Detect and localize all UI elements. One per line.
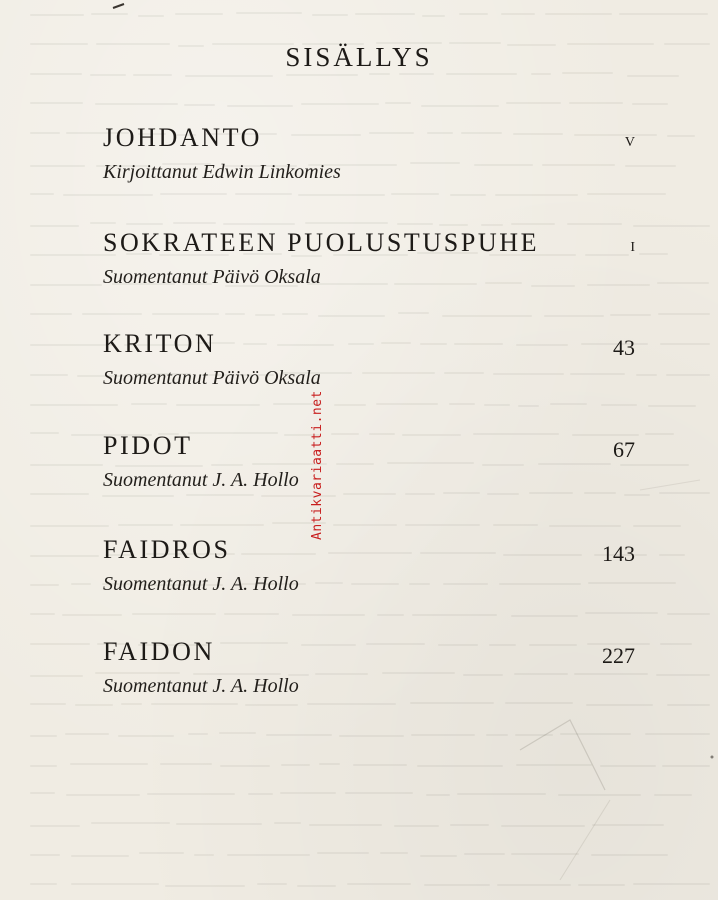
show-through-line bbox=[91, 822, 170, 824]
show-through-line bbox=[657, 282, 709, 284]
show-through-line bbox=[131, 403, 167, 405]
show-through-line bbox=[30, 792, 55, 794]
show-through-line bbox=[30, 584, 59, 586]
show-through-line bbox=[176, 404, 259, 406]
show-through-line bbox=[245, 704, 298, 706]
show-through-line bbox=[184, 104, 215, 106]
toc-entry-page: i bbox=[630, 234, 635, 256]
show-through-line bbox=[624, 494, 651, 496]
show-through-line bbox=[90, 74, 127, 76]
show-through-line bbox=[255, 314, 275, 316]
show-through-line bbox=[176, 823, 262, 825]
show-through-line bbox=[30, 643, 90, 645]
show-through-line bbox=[30, 703, 66, 705]
show-through-line bbox=[30, 73, 82, 75]
show-through-line bbox=[487, 493, 519, 495]
show-through-line bbox=[30, 432, 59, 434]
show-through-line bbox=[658, 313, 710, 315]
show-through-line bbox=[464, 853, 505, 855]
show-through-line bbox=[30, 613, 55, 615]
show-through-line bbox=[639, 253, 668, 255]
show-through-line bbox=[30, 735, 57, 737]
show-through-line bbox=[632, 103, 668, 105]
show-through-line bbox=[586, 704, 654, 706]
show-through-line bbox=[301, 103, 379, 105]
show-through-line bbox=[449, 403, 475, 405]
toc-entry-heading: KRITON bbox=[103, 329, 217, 358]
show-through-line bbox=[369, 73, 391, 75]
page-title: SISÄLLYS bbox=[285, 42, 433, 72]
toc-entry-heading: FAIDROS bbox=[103, 535, 231, 564]
show-through-line bbox=[484, 404, 510, 406]
show-through-line bbox=[30, 313, 72, 315]
show-through-line bbox=[645, 733, 710, 735]
show-through-line bbox=[380, 852, 407, 854]
show-through-line bbox=[501, 13, 534, 15]
show-through-line bbox=[30, 675, 83, 677]
show-through-line bbox=[307, 703, 396, 705]
show-through-line bbox=[126, 223, 164, 225]
show-through-line bbox=[585, 612, 658, 614]
show-through-line bbox=[515, 734, 553, 736]
show-through-line bbox=[30, 14, 84, 16]
show-through-line bbox=[377, 614, 404, 616]
show-through-line bbox=[139, 852, 185, 854]
show-through-line bbox=[235, 193, 292, 195]
show-through-line bbox=[152, 313, 218, 315]
show-through-line bbox=[486, 734, 508, 736]
toc-entry-johdanto bbox=[103, 123, 643, 185]
show-through-line bbox=[421, 105, 499, 107]
show-through-line bbox=[397, 223, 433, 225]
show-through-line bbox=[227, 854, 310, 856]
show-through-line bbox=[318, 315, 385, 317]
show-through-line bbox=[165, 885, 245, 887]
toc-entry-heading: FAIDON bbox=[103, 637, 215, 666]
show-through-line bbox=[619, 13, 708, 15]
show-through-line bbox=[662, 765, 710, 767]
show-through-line bbox=[71, 883, 160, 885]
show-through-line bbox=[446, 73, 518, 75]
toc-entry-credit: Kirjoittanut Edwin Linkomies bbox=[103, 161, 341, 183]
show-through-line bbox=[587, 193, 665, 195]
show-through-line bbox=[567, 223, 621, 225]
show-through-line bbox=[173, 222, 216, 224]
show-through-line bbox=[188, 733, 209, 735]
show-through-line bbox=[90, 222, 116, 224]
show-through-line bbox=[160, 763, 212, 765]
show-through-line bbox=[417, 765, 502, 767]
show-through-line bbox=[569, 102, 623, 104]
show-through-line bbox=[660, 643, 692, 645]
show-through-line bbox=[30, 825, 80, 827]
toc-entry-faidros bbox=[103, 535, 643, 597]
show-through-line bbox=[633, 525, 681, 527]
show-through-line bbox=[118, 524, 173, 526]
show-through-line bbox=[219, 732, 256, 734]
show-through-line bbox=[66, 794, 140, 796]
show-through-line bbox=[481, 224, 503, 226]
show-through-line bbox=[439, 224, 468, 226]
show-through-line bbox=[531, 73, 551, 75]
show-through-line bbox=[292, 614, 365, 616]
show-through-line bbox=[227, 105, 293, 107]
show-through-line bbox=[248, 793, 273, 795]
toc-entry-credit: Suomentanut Päivö Oksala bbox=[103, 367, 321, 389]
toc-entry-credit: Suomentanut Päivö Oksala bbox=[103, 266, 321, 288]
show-through-line bbox=[667, 135, 695, 137]
toc-entry-puolustuspuhe bbox=[103, 228, 643, 290]
show-through-line bbox=[345, 792, 414, 794]
show-through-line bbox=[667, 613, 710, 615]
watermark-text: Antikvariaatti.net bbox=[310, 390, 325, 540]
show-through-line bbox=[282, 313, 308, 315]
show-through-line bbox=[118, 735, 174, 737]
show-through-line bbox=[518, 405, 538, 407]
show-through-line bbox=[659, 492, 710, 494]
show-through-line bbox=[75, 704, 113, 706]
toc-entry-page: 143 bbox=[602, 541, 635, 566]
show-through-line bbox=[648, 405, 696, 407]
toc-entry-credit: Suomentanut J. A. Hollo bbox=[103, 675, 299, 697]
toc-entry-page: 67 bbox=[613, 437, 635, 462]
show-through-line bbox=[257, 883, 287, 885]
show-through-line bbox=[30, 525, 109, 527]
show-through-line bbox=[30, 765, 57, 767]
show-through-line bbox=[516, 764, 592, 766]
show-through-line bbox=[30, 165, 85, 167]
show-through-line bbox=[280, 792, 336, 794]
show-through-line bbox=[138, 15, 163, 17]
show-through-line bbox=[666, 374, 710, 376]
show-through-line bbox=[30, 404, 118, 406]
toc-entry-page: 43 bbox=[613, 335, 635, 360]
show-through-line bbox=[133, 74, 172, 76]
show-through-line bbox=[405, 524, 480, 526]
show-through-line bbox=[545, 13, 612, 15]
show-through-line bbox=[223, 223, 295, 225]
show-through-line bbox=[405, 493, 435, 495]
show-through-line bbox=[424, 884, 490, 886]
show-through-line bbox=[501, 825, 585, 827]
show-through-line bbox=[398, 312, 430, 314]
show-through-line bbox=[412, 614, 497, 616]
show-through-line bbox=[102, 495, 175, 497]
show-through-line bbox=[312, 14, 348, 16]
show-through-line bbox=[309, 824, 383, 826]
show-through-line bbox=[30, 464, 103, 466]
show-through-line bbox=[505, 702, 572, 704]
show-through-line bbox=[450, 824, 488, 826]
toc-entry-kriton bbox=[103, 329, 643, 391]
show-through-line bbox=[426, 794, 449, 796]
show-through-line bbox=[82, 313, 142, 315]
show-through-line bbox=[656, 674, 710, 676]
show-through-line bbox=[493, 524, 538, 526]
show-through-line bbox=[30, 883, 57, 885]
show-through-line bbox=[343, 493, 396, 495]
show-through-line bbox=[121, 703, 143, 705]
show-through-line bbox=[298, 194, 385, 196]
show-through-line bbox=[600, 765, 656, 767]
show-through-line bbox=[305, 222, 388, 224]
show-through-line bbox=[376, 403, 437, 405]
show-through-line bbox=[410, 702, 494, 704]
toc-entry-credit: Suomentanut J. A. Hollo bbox=[103, 573, 299, 595]
show-through-line bbox=[272, 522, 326, 524]
show-through-line bbox=[71, 583, 91, 585]
show-through-line bbox=[63, 194, 152, 196]
show-through-line bbox=[339, 735, 404, 737]
show-through-line bbox=[281, 764, 311, 766]
show-through-line bbox=[511, 615, 578, 617]
show-through-line bbox=[274, 822, 301, 824]
show-through-line bbox=[450, 194, 486, 196]
show-through-line bbox=[550, 403, 587, 405]
show-through-line bbox=[355, 13, 414, 15]
toc-entry-credit: Suomentanut J. A. Hollo bbox=[103, 469, 299, 491]
show-through-line bbox=[91, 13, 128, 15]
show-through-line bbox=[610, 314, 652, 316]
show-through-line bbox=[317, 852, 370, 854]
show-through-line bbox=[601, 404, 638, 406]
show-through-line bbox=[30, 225, 79, 227]
show-through-line bbox=[30, 555, 99, 557]
show-through-line bbox=[511, 223, 555, 225]
show-through-line bbox=[353, 764, 406, 766]
show-through-line bbox=[273, 403, 322, 405]
show-through-line bbox=[399, 73, 434, 75]
show-through-line bbox=[627, 75, 679, 77]
show-through-line bbox=[497, 884, 571, 886]
show-through-line bbox=[660, 343, 710, 345]
show-through-line bbox=[194, 854, 215, 856]
show-through-line bbox=[30, 132, 60, 134]
show-through-line bbox=[30, 284, 102, 286]
show-through-line bbox=[62, 614, 123, 616]
show-through-line bbox=[95, 103, 178, 105]
show-through-line bbox=[558, 794, 642, 796]
show-through-line bbox=[633, 883, 710, 885]
show-through-line bbox=[333, 524, 398, 526]
show-through-line bbox=[645, 433, 674, 435]
show-through-line bbox=[591, 854, 668, 856]
show-through-line bbox=[578, 884, 625, 886]
show-through-line bbox=[30, 102, 83, 104]
show-through-line bbox=[592, 824, 664, 826]
show-through-line bbox=[286, 74, 358, 76]
show-through-line bbox=[160, 193, 227, 195]
show-through-line bbox=[147, 793, 234, 795]
show-through-line bbox=[633, 225, 710, 227]
show-through-line bbox=[261, 495, 336, 497]
show-through-line bbox=[225, 313, 245, 315]
show-through-line bbox=[506, 102, 561, 104]
toc-entry-heading: PIDOT bbox=[103, 431, 193, 460]
show-through-line bbox=[186, 494, 254, 496]
show-through-line bbox=[266, 734, 332, 736]
toc-entry-pidot bbox=[103, 431, 643, 493]
show-through-line bbox=[132, 613, 216, 615]
show-through-line bbox=[385, 102, 411, 104]
show-through-line bbox=[544, 315, 604, 317]
show-through-line bbox=[560, 733, 632, 735]
show-through-line bbox=[30, 854, 60, 856]
show-through-line bbox=[420, 855, 457, 857]
show-through-line bbox=[297, 885, 335, 887]
show-through-line bbox=[319, 763, 340, 765]
show-through-line bbox=[459, 13, 487, 15]
show-through-line bbox=[220, 765, 270, 767]
show-through-line bbox=[457, 793, 546, 795]
show-through-line bbox=[30, 374, 68, 376]
show-through-line bbox=[30, 193, 54, 195]
show-through-line bbox=[511, 853, 579, 855]
show-through-line bbox=[422, 15, 446, 17]
show-through-line bbox=[442, 315, 532, 317]
show-through-line bbox=[70, 763, 148, 765]
show-through-line bbox=[224, 613, 280, 615]
show-through-line bbox=[394, 825, 439, 827]
toc-entry-heading: SOKRATEEN PUOLUSTUSPUHE bbox=[103, 228, 540, 257]
show-through-line bbox=[65, 733, 110, 735]
show-through-line bbox=[175, 13, 224, 15]
show-through-line bbox=[411, 734, 475, 736]
show-through-line bbox=[667, 704, 710, 706]
toc-entry-heading: JOHDANTO bbox=[103, 123, 262, 152]
show-through-line bbox=[236, 12, 302, 14]
show-through-line bbox=[495, 194, 579, 196]
show-through-line bbox=[30, 493, 89, 495]
show-through-line bbox=[549, 525, 622, 527]
show-through-line bbox=[391, 193, 438, 195]
show-through-line bbox=[151, 703, 238, 705]
show-through-line bbox=[185, 75, 273, 77]
show-through-line bbox=[334, 404, 366, 406]
show-through-line bbox=[71, 855, 129, 857]
show-through-line bbox=[659, 554, 686, 556]
toc-entry-faidon bbox=[103, 637, 643, 699]
show-through-line bbox=[654, 794, 692, 796]
toc-entry-page: v bbox=[624, 129, 635, 151]
toc-entry-page: 227 bbox=[602, 643, 635, 668]
show-through-line bbox=[347, 883, 411, 885]
show-through-line bbox=[180, 524, 264, 526]
